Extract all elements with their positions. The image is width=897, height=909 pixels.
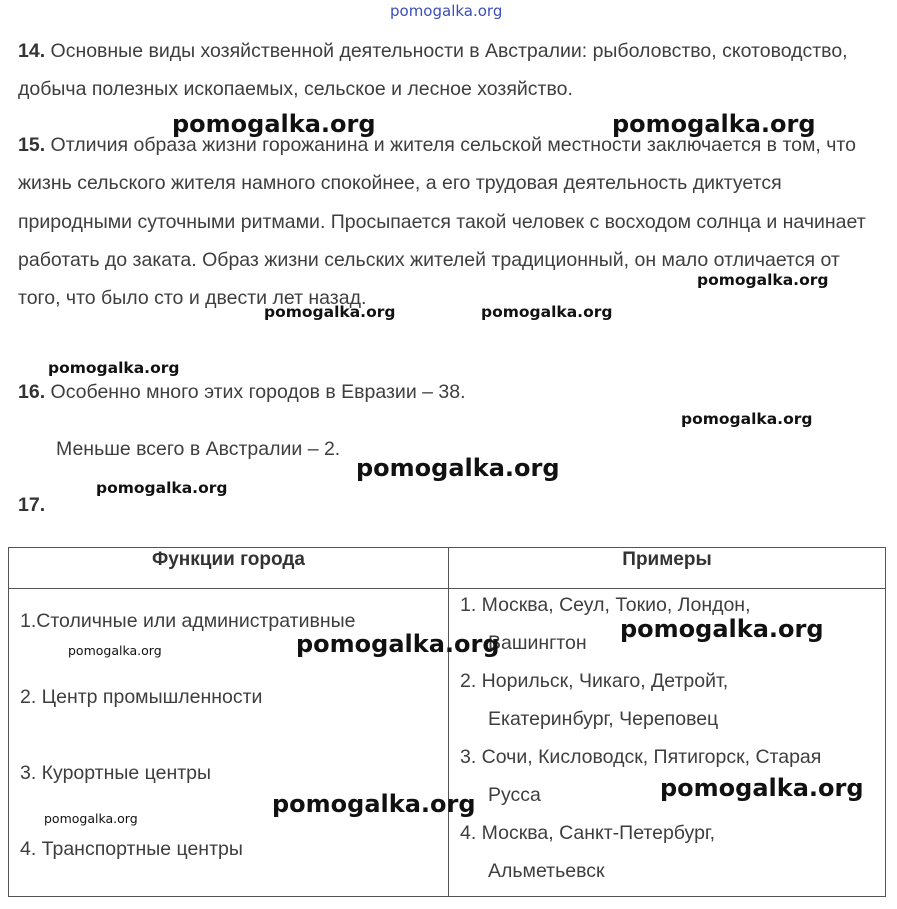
example-line-continuation: Екатеринбург, Череповец [488,708,719,731]
watermark: pomogalka.org [697,271,829,289]
example-line: 2. Норильск, Чикаго, Детройт, [460,670,729,692]
watermark: pomogalka.org [356,454,560,482]
watermark: pomogalka.org [44,811,138,826]
column-header-functions: Функции города [9,548,449,589]
watermark: pomogalka.org [620,615,824,643]
watermark: pomogalka.org [660,774,864,802]
function-item: 2. Центр промышленности [20,686,263,708]
watermark: pomogalka.org [681,410,813,428]
example-line-continuation: Русса [488,784,541,807]
function-item: 3. Курортные центры [20,762,212,784]
paragraph-16 [18,373,878,411]
paragraph-number: 17. [18,494,46,516]
function-item: 1.Столичные или административные [20,610,356,632]
table-header-row [9,548,886,589]
paragraph-number: 15. [18,134,46,156]
paragraph-16-continuation: Меньше всего в Австралии – 2. [56,438,341,460]
example-line-continuation: Альметьевск [488,860,605,883]
paragraph-text: Основные виды хозяйственной деятельности в Австралии: рыболовство, скотоводство, добыча полезных ископаемых, сельское и лесное хозяйство. [18,40,848,101]
paragraph-number: 16. [18,381,46,403]
city-functions-table [8,547,886,897]
example-line-continuation: Вашингтон [488,632,587,655]
watermark: pomogalka.org [612,110,816,138]
watermark: pomogalka.org [96,479,228,497]
example-line: 1. Москва, Сеул, Токио, Лондон, [460,594,751,616]
paragraph-number: 14. [18,40,46,62]
top-watermark: pomogalka.org [390,2,503,20]
example-line: 4. Москва, Санкт-Петербург, [460,822,716,844]
watermark: pomogalka.org [481,303,613,321]
watermark: pomogalka.org [264,303,396,321]
watermark: pomogalka.org [48,359,180,377]
paragraph-14 [18,32,878,109]
example-item [460,814,715,891]
paragraph-text: Отличия образа жизни горожанина и жителя сельской местности заключается в том, что жизнь сельского жителя намного спокойнее, а его трудовая деятельность диктуется природными суточными ритмами. Просыпается такой человек с восходом солнца и начинает работать до заката. Образ жизни сельских жителей традиционный, он мало отличается от того, что было сто и двести лет назад. [18,134,866,310]
watermark: pomogalka.org [272,790,476,818]
watermark: pomogalka.org [296,630,500,658]
column-header-examples: Примеры [449,548,886,589]
paragraph-text: Особенно много этих городов в Евразии – 38. [45,381,466,403]
function-item: 4. Транспортные центры [20,838,243,860]
example-line: 3. Сочи, Кисловодск, Пятигорск, Старая [460,746,822,768]
watermark: pomogalka.org [172,110,376,138]
watermark: pomogalka.org [68,643,162,658]
example-item [460,662,728,739]
